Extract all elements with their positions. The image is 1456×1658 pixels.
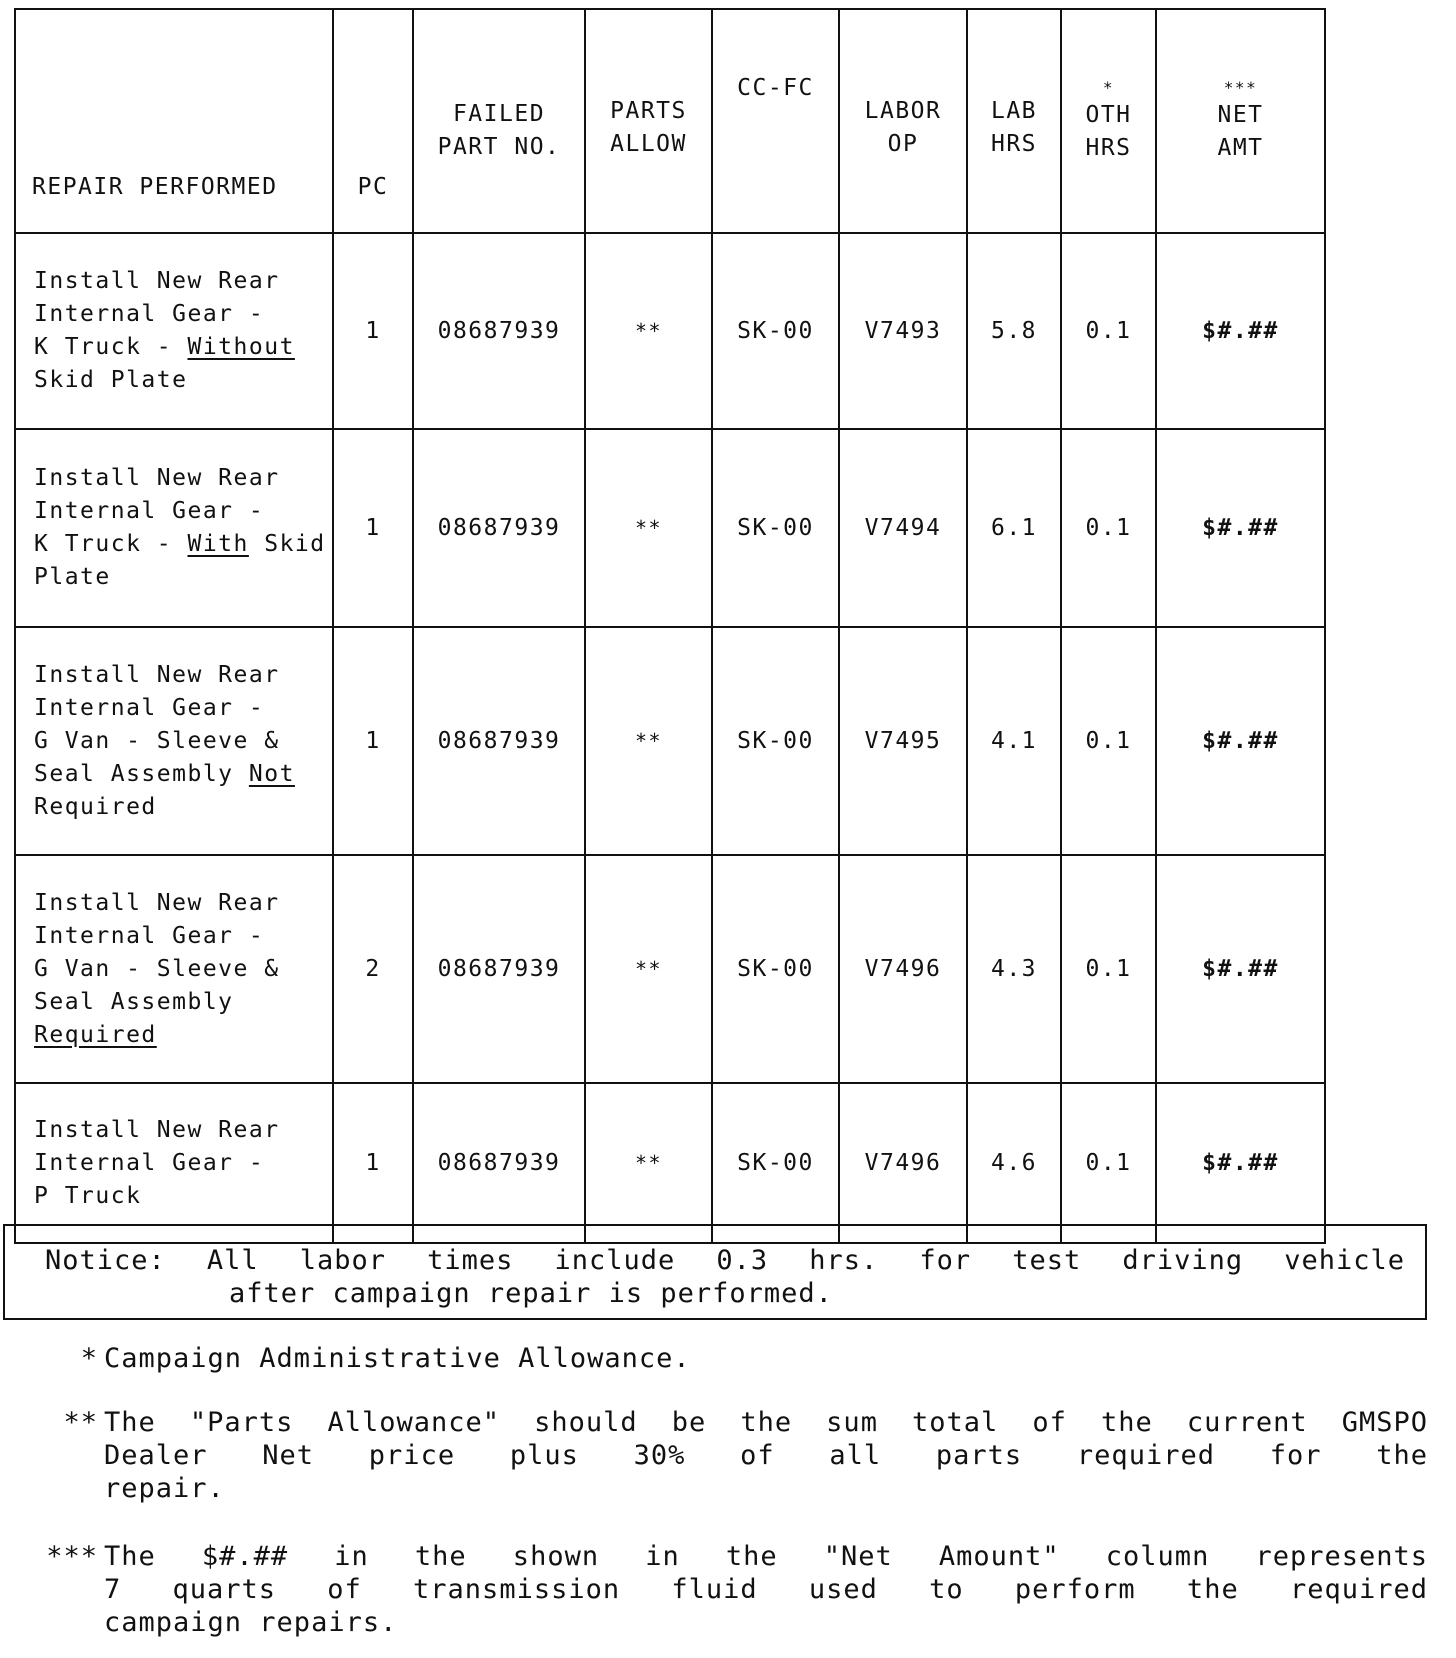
repair-text: Install New Rear <box>34 1116 280 1143</box>
parts-allow-cell: ** <box>585 1083 712 1243</box>
repair-line <box>34 692 328 725</box>
net-amt-cell: $#.## <box>1156 855 1325 1083</box>
cc-fc-cell: SK-00 <box>712 429 839 627</box>
repair-line <box>34 659 328 692</box>
footnote-line: The $#.## in the shown in the "Net Amount" column represents <box>104 1541 1428 1572</box>
repair-line <box>34 791 328 824</box>
repair-text: Install New Rear <box>34 268 280 294</box>
repair-line <box>34 561 328 594</box>
repair-text: G Van - Sleeve & <box>34 727 280 754</box>
repair-text: Internal Gear - <box>34 694 265 721</box>
underlined-text: Without <box>187 334 295 360</box>
header-net-amt: *** NET AMT <box>1156 9 1325 233</box>
repair-performed-cell <box>15 627 333 855</box>
lab-hrs-cell: 6.1 <box>967 429 1061 627</box>
pc-cell: 1 <box>333 627 413 855</box>
repair-line <box>34 298 328 331</box>
repair-line <box>34 920 328 953</box>
footnote-line: 7 quarts of transmission fluid used to perform the required <box>104 1574 1428 1605</box>
repair-text: Internal Gear - <box>34 301 265 327</box>
repair-line <box>34 953 328 986</box>
pc-cell: 2 <box>333 855 413 1083</box>
failed-part-no-cell: 08687939 <box>413 855 585 1083</box>
repair-line <box>34 1147 328 1180</box>
repair-line <box>34 1114 328 1147</box>
labor-op-cell: V7493 <box>839 233 967 429</box>
pc-cell: 1 <box>333 429 413 627</box>
footnote-mark: *** <box>46 1541 98 1572</box>
repair-text: Skid <box>248 531 326 557</box>
table-row <box>15 855 1325 1083</box>
underlined-text: Required <box>34 1021 157 1048</box>
parts-allow-cell: ** <box>585 855 712 1083</box>
cc-fc-cell: SK-00 <box>712 1083 839 1243</box>
footnote-line: Dealer Net price plus 30% of all parts required for the <box>104 1440 1428 1471</box>
repair-line <box>34 528 328 561</box>
oth-hrs-cell: 0.1 <box>1061 429 1156 627</box>
repair-line <box>34 758 328 791</box>
header-cc-fc: CC-FC <box>712 9 839 233</box>
underlined-text: Not <box>248 760 295 787</box>
repair-text: K Truck - <box>34 531 188 557</box>
notice-box <box>3 1224 1427 1320</box>
pc-cell: 1 <box>333 233 413 429</box>
footnote-line: campaign repairs. <box>104 1607 398 1638</box>
footnote-line: The "Parts Allowance" should be the sum total of the current GMSPO <box>104 1407 1428 1438</box>
labor-op-cell: V7496 <box>839 855 967 1083</box>
repair-text: Internal Gear - <box>34 922 265 949</box>
repair-text: Plate <box>34 564 111 590</box>
lab-hrs-cell: 4.3 <box>967 855 1061 1083</box>
repair-text: Required <box>34 793 157 820</box>
header-parts-allow: PARTS ALLOW <box>585 9 712 233</box>
repair-text: Install New Rear <box>34 465 280 491</box>
footnote-mark: * <box>80 1343 98 1374</box>
repair-line <box>34 495 328 528</box>
repair-text: G Van - Sleeve & <box>34 955 280 982</box>
repair-line <box>34 887 328 920</box>
failed-part-no-cell: 08687939 <box>413 1083 585 1243</box>
notice-line-1: Notice: All labor times include 0.3 hrs. for test driving vehicle <box>45 1245 1405 1276</box>
header-failed-part-no: FAILED PART NO. <box>413 9 585 233</box>
net-amt-cell: $#.## <box>1156 233 1325 429</box>
repair-line <box>34 1019 328 1052</box>
repair-line <box>34 364 328 397</box>
repair-performed-cell <box>15 855 333 1083</box>
table-row <box>15 1083 1325 1243</box>
lab-hrs-cell: 4.1 <box>967 627 1061 855</box>
failed-part-no-cell: 08687939 <box>413 233 585 429</box>
parts-allow-cell: ** <box>585 233 712 429</box>
net-amt-cell: $#.## <box>1156 1083 1325 1243</box>
repair-line <box>34 265 328 298</box>
repair-text: Internal Gear - <box>34 1149 265 1176</box>
header-oth-hrs: * OTH HRS <box>1061 9 1156 233</box>
repair-text: Seal Assembly <box>34 988 234 1015</box>
labor-op-cell: V7496 <box>839 1083 967 1243</box>
footnote-line: Campaign Administrative Allowance. <box>104 1343 691 1374</box>
labor-op-cell: V7494 <box>839 429 967 627</box>
repair-performed-cell <box>15 1083 333 1243</box>
net-amt-cell: $#.## <box>1156 627 1325 855</box>
repair-line <box>34 725 328 758</box>
cc-fc-cell: SK-00 <box>712 855 839 1083</box>
oth-hrs-cell: 0.1 <box>1061 1083 1156 1243</box>
table-row <box>15 429 1325 627</box>
lab-hrs-cell: 5.8 <box>967 233 1061 429</box>
header-labor-op: LABOR OP <box>839 9 967 233</box>
repair-performed-cell <box>15 429 333 627</box>
repair-line <box>34 462 328 495</box>
repair-text: Seal Assembly <box>34 760 249 787</box>
table-row <box>15 627 1325 855</box>
pc-cell: 1 <box>333 1083 413 1243</box>
failed-part-no-cell: 08687939 <box>413 429 585 627</box>
footnote-line: repair. <box>104 1473 225 1504</box>
notice-line-2: after campaign repair is performed. <box>229 1278 833 1309</box>
table-row <box>15 233 1325 429</box>
repair-text: P Truck <box>34 1182 142 1209</box>
failed-part-no-cell: 08687939 <box>413 627 585 855</box>
oth-hrs-cell: 0.1 <box>1061 233 1156 429</box>
table-header-row <box>15 9 1325 233</box>
lab-hrs-cell: 4.6 <box>967 1083 1061 1243</box>
header-repair-performed: REPAIR PERFORMED <box>15 9 333 233</box>
underlined-text: With <box>187 531 249 557</box>
parts-allow-cell: ** <box>585 429 712 627</box>
cc-fc-cell: SK-00 <box>712 627 839 855</box>
repair-performed-cell <box>15 233 333 429</box>
cc-fc-cell: SK-00 <box>712 233 839 429</box>
header-lab-hrs: LAB HRS <box>967 9 1061 233</box>
repair-text: Skid Plate <box>34 367 188 393</box>
parts-allow-cell: ** <box>585 627 712 855</box>
repair-text: K Truck - <box>34 334 188 360</box>
repair-text: Install New Rear <box>34 889 280 916</box>
oth-hrs-cell: 0.1 <box>1061 627 1156 855</box>
repair-table <box>14 8 1326 1244</box>
footnote-mark: ** <box>63 1407 98 1438</box>
header-pc: PC <box>333 9 413 233</box>
repair-text: Internal Gear - <box>34 498 265 524</box>
repair-text: Install New Rear <box>34 661 280 688</box>
repair-line <box>34 986 328 1019</box>
net-amt-cell: $#.## <box>1156 429 1325 627</box>
repair-line <box>34 331 328 364</box>
oth-hrs-cell: 0.1 <box>1061 855 1156 1083</box>
labor-op-cell: V7495 <box>839 627 967 855</box>
repair-line <box>34 1180 328 1213</box>
